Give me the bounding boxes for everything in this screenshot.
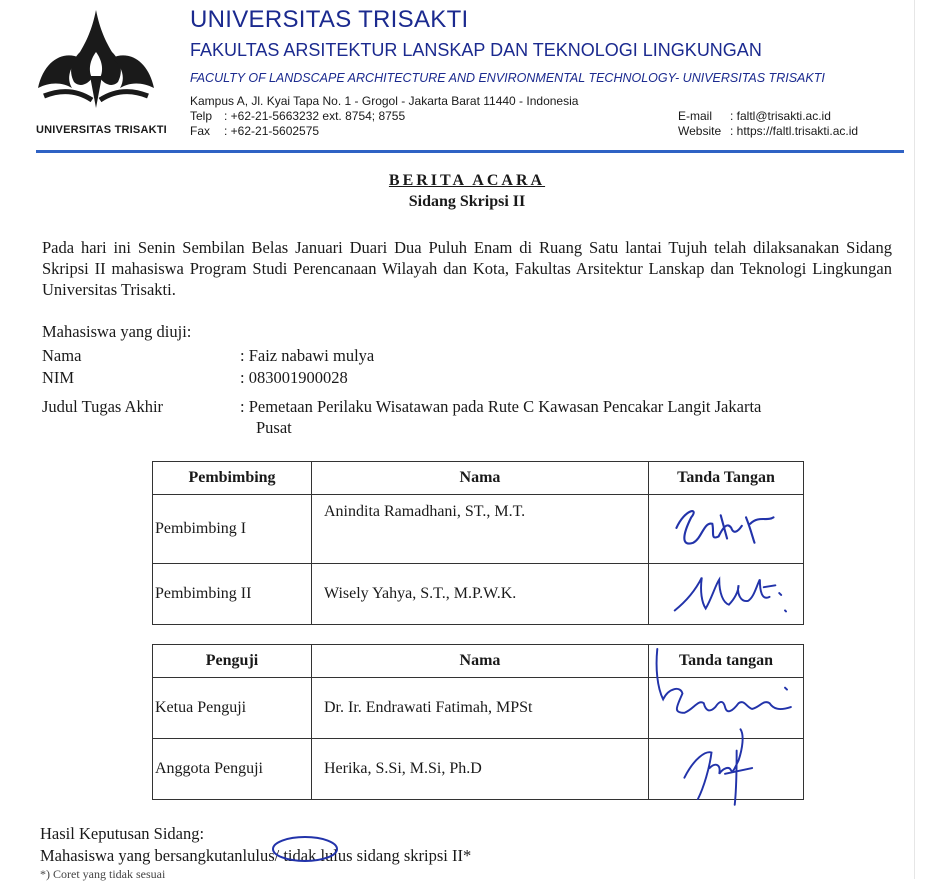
university-name: UNIVERSITAS TRISAKTI — [190, 6, 469, 33]
header-cell: Nama — [312, 645, 649, 678]
name-cell: Anindita Ramadhani, ST., M.T. — [312, 495, 649, 564]
signature-1-icon — [649, 495, 803, 563]
thesis-title-value-cont: Pusat — [256, 418, 292, 437]
header-cell: Tanda Tangan — [649, 462, 804, 495]
address-block — [190, 94, 578, 139]
website-value[interactable]: : https://faltl.trisakti.ac.id — [730, 124, 859, 138]
email-value[interactable]: : faltl@trisakti.ac.id — [730, 109, 831, 123]
result-suffix: / tidak lulus sidang skripsi II* — [274, 846, 472, 865]
table-row — [153, 564, 804, 625]
document-subtitle: Sidang Skripsi II — [408, 193, 526, 210]
signature-cell — [649, 678, 804, 739]
telp-line — [190, 109, 578, 124]
table-header-row — [153, 645, 804, 678]
result-line — [40, 845, 471, 866]
document-title: BERITA ACARA — [388, 172, 546, 189]
signature-2-icon — [649, 564, 803, 624]
header-cell: Penguji — [153, 645, 312, 678]
contact-block — [678, 109, 858, 139]
signature-cell — [649, 495, 804, 564]
fax-label: Fax — [190, 124, 211, 138]
header-rule — [36, 150, 904, 153]
table-row — [153, 739, 804, 800]
result-heading: Hasil Keputusan Sidang: — [40, 824, 205, 843]
university-logo-icon — [36, 8, 156, 113]
examiners-table — [152, 644, 804, 800]
faculty-name: FAKULTAS ARSITEKTUR LANSKAP DAN TEKNOLOGI LINGKUNGAN — [190, 40, 762, 60]
supervisors-table — [152, 461, 804, 625]
signature-4-icon — [649, 739, 803, 799]
intro-paragraph: Pada hari ini Senin Sembilan Belas Januari Duari Dua Puluh Enam di Ruang Satu lantai Tujuh telah dilaksanakan Sidang Skripsi II mahasiswa Program Studi Perencanaan Wilayah dan Kota, Fakultas Arsitektur Lanskap dan Teknologi Lingkungan Universitas Trisakti. — [42, 238, 892, 299]
name-label: Nama — [42, 346, 82, 365]
student-intro: Mahasiswa yang diuji: — [42, 322, 192, 341]
header-cell: Pembimbing — [153, 462, 312, 495]
role-cell: Pembimbing I — [153, 495, 312, 564]
table-row — [153, 495, 804, 564]
nim-value: : 083001900028 — [240, 368, 348, 387]
thesis-title-label: Judul Tugas Akhir — [42, 397, 164, 416]
logo-caption: UNIVERSITAS TRISAKTI — [36, 124, 167, 136]
role-cell: Ketua Penguji — [153, 678, 312, 739]
table-header-row — [153, 462, 804, 495]
name-cell: Wisely Yahya, S.T., M.P.W.K. — [312, 564, 649, 625]
pass-circle-mark — [272, 834, 338, 864]
header-cell: Tanda tangan — [649, 645, 804, 678]
name-cell: Herika, S.Si, M.Si, Ph.D — [312, 739, 649, 800]
telp-label: Telp — [190, 109, 213, 123]
signature-3-icon — [649, 678, 803, 738]
role-cell: Anggota Penguji — [153, 739, 312, 800]
faculty-name-english: FACULTY OF LANDSCAPE ARCHITECTURE AND ENVIRONMENTAL TECHNOLOGY- UNIVERSITAS TRISAKTI — [190, 71, 825, 85]
role-cell: Pembimbing II — [153, 564, 312, 625]
header-cell: Nama — [312, 462, 649, 495]
result-prefix: Mahasiswa yang bersangkutan — [40, 846, 243, 865]
fax-line — [190, 124, 578, 139]
thesis-title-value: : Pemetaan Perilaku Wisatawan pada Rute C Kawasan Pencakar Langit Jakarta — [240, 397, 762, 416]
nim-label: NIM — [42, 368, 75, 387]
name-cell: Dr. Ir. Endrawati Fatimah, MPSt — [312, 678, 649, 739]
telp-value: : +62-21-5663232 ext. 8754; 8755 — [224, 109, 406, 123]
website-line — [678, 124, 858, 139]
signature-cell — [649, 739, 804, 800]
scan-edge-mark — [914, 0, 915, 879]
name-value: : Faiz nabawi mulya — [240, 346, 375, 365]
address-line: Kampus A, Jl. Kyai Tapa No. 1 - Grogol - Jakarta Barat 11440 - Indonesia — [190, 94, 579, 108]
fax-value: : +62-21-5602575 — [224, 124, 320, 138]
email-line — [678, 109, 858, 124]
email-label: E-mail — [678, 109, 713, 123]
result-option-pass: lulus — [242, 846, 275, 865]
table-row — [153, 678, 804, 739]
signature-cell — [649, 564, 804, 625]
footnote: *) Coret yang tidak sesuai — [40, 867, 166, 881]
website-label: Website — [678, 124, 722, 138]
